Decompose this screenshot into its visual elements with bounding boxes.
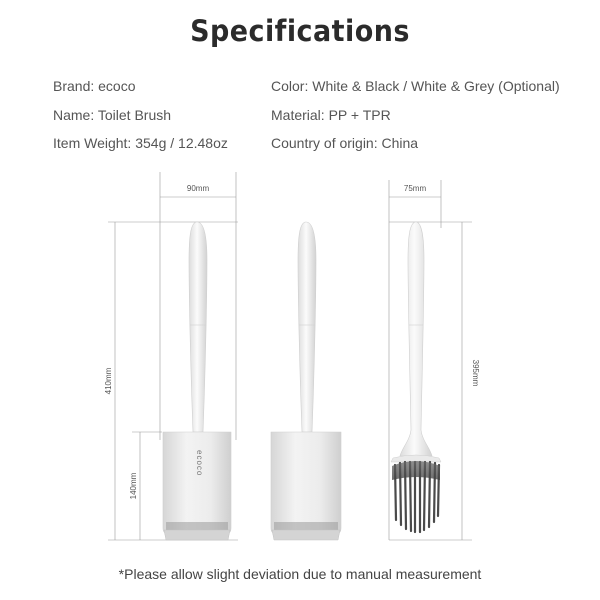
footnote: *Please allow slight deviation due to manual measurement xyxy=(118,566,482,582)
spec-brand: Brand: ecoco xyxy=(53,78,136,94)
spec-color: Color: White & Black / White & Grey (Optional) xyxy=(271,78,560,94)
dimension-width-b: 75mm xyxy=(403,184,427,193)
dimension-width-a: 90mm xyxy=(186,184,210,193)
toilet-brush-front xyxy=(163,222,231,540)
toilet-brush-head xyxy=(391,222,441,532)
toilet-brush-back xyxy=(271,222,341,540)
dimension-height-brush: 395mm xyxy=(471,359,480,387)
product-logo-text: ecoco xyxy=(195,450,204,477)
dimension-height-total: 410mm xyxy=(104,367,113,395)
spec-name: Name: Toilet Brush xyxy=(53,107,172,123)
spec-weight: Item Weight: 354g / 12.48oz xyxy=(53,135,228,151)
dimension-height-holder: 140mm xyxy=(129,472,138,500)
spec-material: Material: PP + TPR xyxy=(271,107,391,123)
spec-origin: Country of origin: China xyxy=(271,135,419,151)
page-title: Specifications xyxy=(190,14,410,48)
